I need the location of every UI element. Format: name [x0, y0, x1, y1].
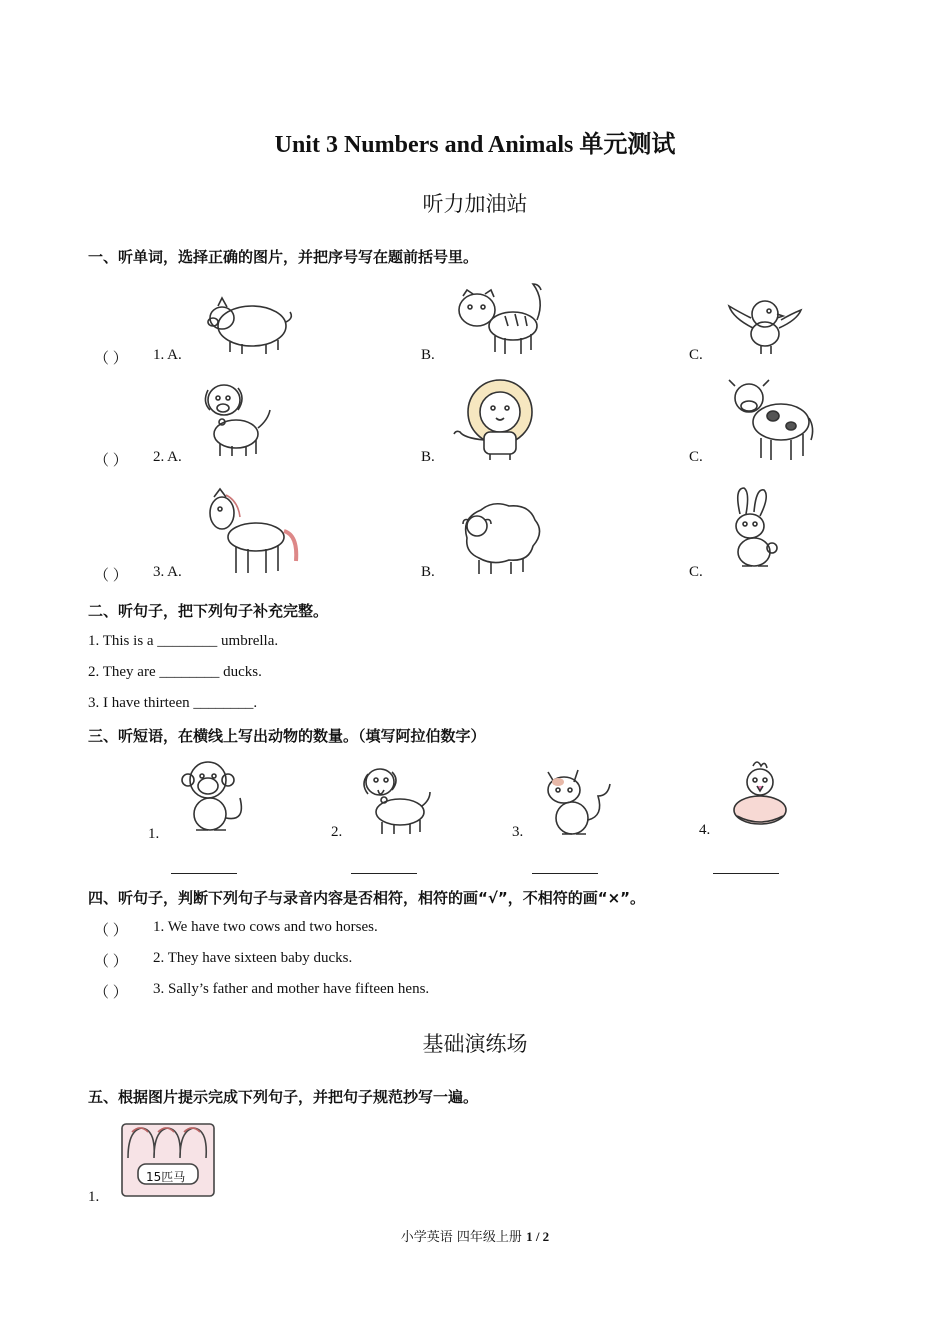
- item-number: 1.: [148, 826, 160, 842]
- item-number: 1.: [88, 1189, 100, 1205]
- cow-icon: [725, 376, 817, 462]
- judge-sentence-1: 1. We have two cows and two horses.: [153, 919, 378, 935]
- question-4-heading: 四、听句子，判断下列句子与录音内容是否相符，相符的画“√”，不相符的画“×”。: [88, 889, 646, 907]
- judge-sentence-3: 3. Sally’s father and mother have fifteen hens.: [153, 981, 430, 997]
- option-label: 2. A.: [153, 449, 182, 465]
- page-footer: [0, 1226, 950, 1245]
- answer-bracket[interactable]: （ ）: [94, 954, 128, 970]
- item-number: 2.: [331, 824, 343, 840]
- answer-bracket[interactable]: （ ）: [94, 985, 128, 1001]
- answer-blank[interactable]: [532, 873, 598, 874]
- answer-bracket[interactable]: （ ）: [94, 351, 128, 367]
- monkey-icon: [176, 756, 258, 838]
- page-title: Unit 3 Numbers and Animals 单元测试: [274, 132, 676, 158]
- option-label: 3. A.: [153, 564, 182, 580]
- chicken-icon: [727, 758, 793, 832]
- dog-icon: [200, 378, 278, 460]
- bird-icon: [725, 292, 803, 356]
- cat-icon: [538, 762, 614, 838]
- option-label: B.: [421, 449, 435, 465]
- section-heading-listening: 听力加油站: [422, 192, 528, 216]
- sheep-icon: [455, 500, 545, 576]
- rabbit-icon: [722, 486, 784, 572]
- answer-bracket[interactable]: （ ）: [94, 923, 128, 939]
- option-label: B.: [421, 347, 435, 363]
- answer-bracket[interactable]: （ ）: [94, 453, 128, 469]
- fill-sentence-2[interactable]: 2. They are ________ ducks.: [88, 664, 262, 680]
- question-5-heading: 五、根据图片提示完成下列句子，并把句子规范抄写一遍。: [88, 1088, 479, 1106]
- page-number: 1 / 2: [526, 1229, 550, 1244]
- option-label: B.: [421, 564, 435, 580]
- lion-icon: [452, 376, 552, 462]
- answer-bracket[interactable]: （ ）: [94, 568, 128, 584]
- option-label: C.: [689, 449, 703, 465]
- answer-blank[interactable]: [713, 873, 779, 874]
- sign-text: 15匹马: [146, 1170, 186, 1184]
- tiger-icon: [455, 278, 551, 358]
- option-label: 1. A.: [153, 347, 182, 363]
- pig-icon: [200, 292, 296, 356]
- horses-icon: [116, 1118, 220, 1200]
- item-number: 3.: [512, 824, 524, 840]
- option-label: C.: [689, 564, 703, 580]
- judge-sentence-2: 2. They have sixteen baby ducks.: [153, 950, 353, 966]
- answer-blank[interactable]: [171, 873, 237, 874]
- fill-sentence-1[interactable]: 1. This is a ________ umbrella.: [88, 633, 279, 649]
- question-1-heading: 一、听单词，选择正确的图片，并把序号写在题前括号里。: [88, 248, 479, 266]
- option-label: C.: [689, 347, 703, 363]
- question-3-heading: 三、听短语，在横线上写出动物的数量。（填写阿拉伯数字）: [88, 727, 486, 745]
- horse-icon: [200, 487, 304, 577]
- fill-sentence-3[interactable]: 3. I have thirteen ________.: [88, 695, 258, 711]
- section-heading-basics: 基础演练场: [422, 1032, 528, 1056]
- answer-blank[interactable]: [351, 873, 417, 874]
- question-2-heading: 二、听句子，把下列句子补充完整。: [88, 602, 329, 620]
- dog-icon: [358, 760, 434, 838]
- footer-text: 小学英语 四年级上册: [400, 1230, 527, 1245]
- item-number: 4.: [699, 822, 711, 838]
